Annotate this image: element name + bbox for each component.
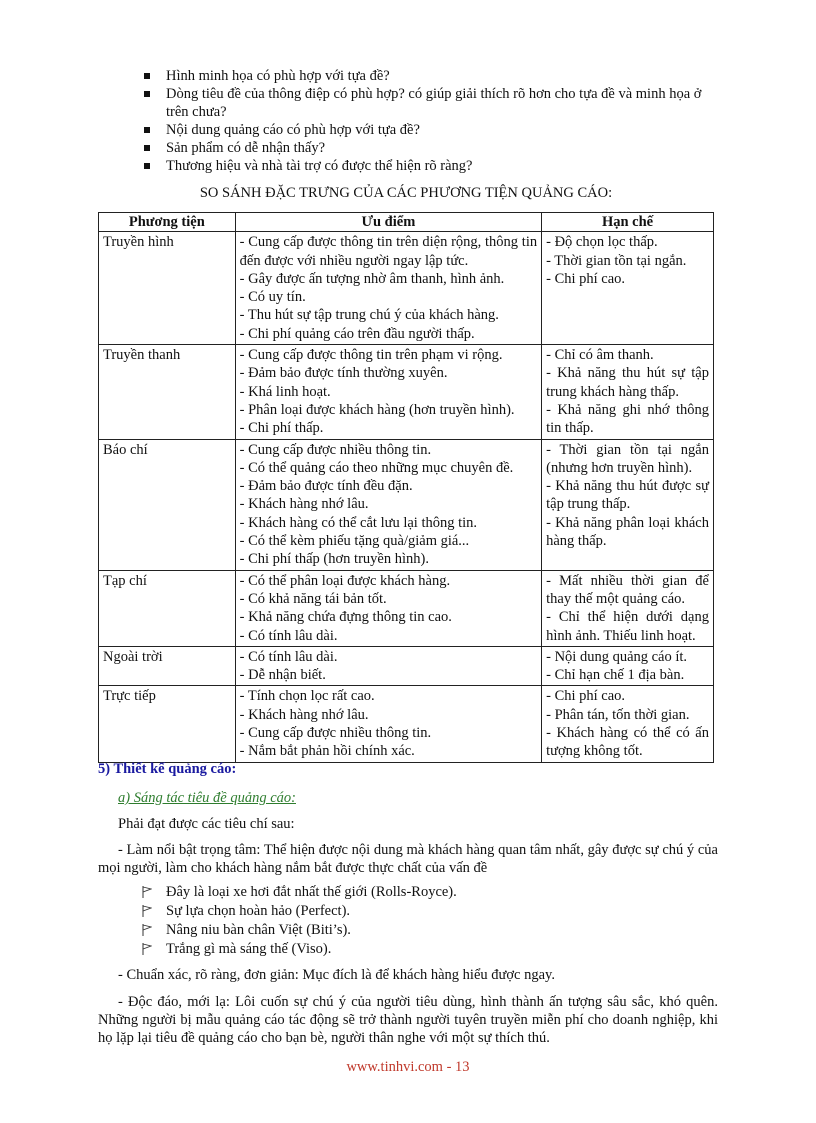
pros-line: - Cung cấp được thông tin trên phạm vi rộng. bbox=[239, 347, 503, 364]
pros-line: - Khách hàng nhớ lâu. bbox=[239, 706, 369, 723]
cons-line: - Độ chọn lọc thấp. bbox=[546, 234, 658, 251]
pros-line: - Gây được ấn tượng nhờ âm thanh, hình ảnh. bbox=[239, 270, 505, 287]
list-item: Thương hiệu và nhà tài trợ có được thể hiện rõ ràng? bbox=[140, 157, 720, 175]
example-list bbox=[140, 883, 457, 959]
table-title: SO SÁNH ĐẶC TRƯNG CỦA CÁC PHƯƠNG TIỆN QUẢNG CÁO: bbox=[199, 185, 613, 201]
pros-line: - Chi phí quảng cáo trên đầu người thấp. bbox=[239, 325, 475, 342]
cons-line: - Phân tán, tốn thời gian. bbox=[546, 706, 690, 723]
criterion-paragraph: - Độc đáo, mới lạ: Lôi cuốn sự chú ý của người tiêu dùng, hình thành ấn tượng sâu sắc, khó quên. Những người bị mẫu quảng cáo tác động sẽ trở thành người tuyên truyền miễn phí cho doanh nghiệp, khi họ lặp lại tiêu đề quảng cáo cho bạn bè, người thân nghe với một sự thích thú. bbox=[98, 994, 718, 1046]
pros-line: - Có khả năng tái bản tốt. bbox=[239, 590, 387, 607]
square-bullet-icon bbox=[144, 91, 150, 97]
media-comparison-table bbox=[98, 212, 714, 763]
pros-line: - Có tính lâu dài. bbox=[239, 648, 338, 665]
cons-line: - Nội dung quảng cáo ít. bbox=[546, 648, 688, 665]
list-item: Sản phẩm có dễ nhận thấy? bbox=[140, 139, 720, 157]
pros-line: - Khá linh hoạt. bbox=[239, 383, 331, 400]
pros-line: - Cung cấp được nhiều thông tin. bbox=[239, 441, 432, 458]
criterion-paragraph: - Làm nổi bật trọng tâm: Thể hiện được nội dung mà khách hàng quan tâm nhất, gây được sự chú ý của mọi người, làm cho khách hàng nắm bắt được thực chất của vấn đề bbox=[98, 842, 718, 876]
table-row bbox=[99, 570, 714, 646]
cons-line: - Chỉ hạn chế 1 địa bàn. bbox=[546, 667, 685, 684]
square-bullet-icon bbox=[144, 163, 150, 169]
cons-cell bbox=[542, 570, 714, 646]
pros-line: - Có thể kèm phiếu tặng quà/giảm giá... bbox=[239, 533, 470, 550]
pros-line: - Khách hàng có thể cắt lưu lại thông tin. bbox=[239, 514, 478, 531]
cons-cell bbox=[542, 686, 714, 762]
criterion-paragraph: - Chuẩn xác, rõ ràng, đơn giản: Mục đích là để khách hàng hiểu được ngay. bbox=[118, 967, 555, 983]
flag-icon bbox=[142, 943, 152, 955]
pros-cell bbox=[235, 232, 541, 345]
square-bullet-icon bbox=[144, 127, 150, 133]
cons-cell bbox=[542, 439, 714, 570]
cons-line: - Chi phí cao. bbox=[546, 688, 626, 705]
pros-line: - Chi phí thấp. bbox=[239, 420, 324, 437]
medium-cell: Báo chí bbox=[99, 439, 236, 570]
cons-line: - Chỉ thể hiện dưới dạng hình ảnh. Thiếu linh hoạt. bbox=[546, 609, 709, 644]
flag-icon bbox=[142, 924, 152, 936]
cons-line: - Thời gian tồn tại ngắn. bbox=[546, 252, 687, 269]
section-heading: 5) Thiết kế quảng cáo: bbox=[98, 761, 237, 777]
question-bullet-list bbox=[140, 67, 720, 175]
table-row bbox=[99, 646, 714, 686]
pros-line: - Thu hút sự tập trung chú ý của khách hàng. bbox=[239, 307, 499, 324]
cons-line: - Chỉ có âm thanh. bbox=[546, 347, 654, 364]
pros-line: - Có tính lâu dài. bbox=[239, 627, 338, 644]
cons-line: - Khả năng phân loại khách hàng thấp. bbox=[546, 514, 709, 550]
cons-line: - Khả năng ghi nhớ thông tin thấp. bbox=[546, 401, 709, 437]
cons-cell bbox=[542, 345, 714, 439]
cons-line: - Mất nhiều thời gian để thay thế một quảng cáo. bbox=[546, 572, 709, 607]
intro-paragraph: Phải đạt được các tiêu chí sau: bbox=[118, 816, 295, 832]
table-row bbox=[99, 345, 714, 439]
pros-line: - Có thể phân loại được khách hàng. bbox=[239, 572, 451, 589]
cons-line: - Khả năng thu hút sự tập trung khách hàng thấp. bbox=[546, 365, 709, 400]
column-header-cons: Hạn chế bbox=[542, 213, 714, 232]
square-bullet-icon bbox=[144, 145, 150, 151]
list-item: Nâng niu bàn chân Việt (Biti’s). bbox=[140, 921, 457, 940]
pros-line: - Đảm bảo được tính đều đặn. bbox=[239, 478, 413, 495]
pros-cell bbox=[235, 439, 541, 570]
pros-line: - Đảm bảo được tính thường xuyên. bbox=[239, 365, 448, 382]
column-header-pros: Ưu điểm bbox=[235, 213, 541, 232]
table-header-row bbox=[99, 213, 714, 232]
pros-line: - Có uy tín. bbox=[239, 289, 306, 306]
list-item: Nội dung quảng cáo có phù hợp với tựa đề? bbox=[140, 121, 720, 139]
pros-line: - Chi phí thấp (hơn truyền hình). bbox=[239, 551, 429, 568]
medium-cell: Truyền thanh bbox=[99, 345, 236, 439]
list-item: Sự lựa chọn hoàn hảo (Perfect). bbox=[140, 902, 457, 921]
list-item: Hình minh họa có phù hợp với tựa đề? bbox=[140, 67, 720, 85]
table-row bbox=[99, 686, 714, 762]
pros-cell bbox=[235, 686, 541, 762]
pros-line: - Cung cấp được thông tin trên diện rộng, thông tin đến được với nhiều người ngay lập tức. bbox=[239, 234, 538, 269]
pros-line: - Khả năng chứa đựng thông tin cao. bbox=[239, 609, 452, 626]
list-item: Dòng tiêu đề của thông điệp có phù hợp? có giúp giải thích rõ hơn cho tựa đề và minh họa ở trên chưa? bbox=[140, 85, 720, 121]
pros-line: - Phân loại được khách hàng (hơn truyền hình). bbox=[239, 401, 515, 418]
medium-cell: Truyền hình bbox=[99, 232, 236, 345]
cons-line: - Chi phí cao. bbox=[546, 270, 626, 287]
pros-line: - Tính chọn lọc rất cao. bbox=[239, 688, 375, 705]
page-footer: www.tinhvi.com - 13 bbox=[346, 1059, 470, 1075]
pros-line: - Có thể quảng cáo theo những mục chuyên đề. bbox=[239, 459, 514, 476]
pros-cell bbox=[235, 570, 541, 646]
flag-icon bbox=[142, 905, 152, 917]
cons-line: - Khả năng thu hút được sự tập trung thấp. bbox=[546, 478, 709, 513]
cons-cell bbox=[542, 232, 714, 345]
medium-cell: Tạp chí bbox=[99, 570, 236, 646]
list-item: Trắng gì mà sáng thế (Viso). bbox=[140, 940, 457, 959]
medium-cell: Ngoài trời bbox=[99, 646, 236, 686]
pros-line: - Nắm bắt phản hồi chính xác. bbox=[239, 743, 415, 760]
cons-cell bbox=[542, 646, 714, 686]
subsection-heading: a) Sáng tác tiêu đề quảng cáo: bbox=[118, 790, 296, 806]
cons-line: - Thời gian tồn tại ngắn (nhưng hơn truyền hình). bbox=[546, 441, 709, 476]
pros-line: - Khách hàng nhớ lâu. bbox=[239, 496, 369, 513]
pros-line: - Dễ nhận biết. bbox=[239, 667, 326, 684]
table-row bbox=[99, 232, 714, 345]
column-header-medium: Phương tiện bbox=[99, 213, 236, 232]
pros-cell bbox=[235, 345, 541, 439]
table-row bbox=[99, 439, 714, 570]
list-item: Đây là loại xe hơi đắt nhất thế giới (Rolls-Royce). bbox=[140, 883, 457, 902]
pros-line: - Cung cấp được nhiều thông tin. bbox=[239, 725, 432, 742]
flag-icon bbox=[142, 886, 152, 898]
pros-cell bbox=[235, 646, 541, 686]
cons-line: - Khách hàng có thể có ấn tượng không tốt. bbox=[546, 725, 709, 760]
square-bullet-icon bbox=[144, 73, 150, 79]
medium-cell: Trực tiếp bbox=[99, 686, 236, 762]
